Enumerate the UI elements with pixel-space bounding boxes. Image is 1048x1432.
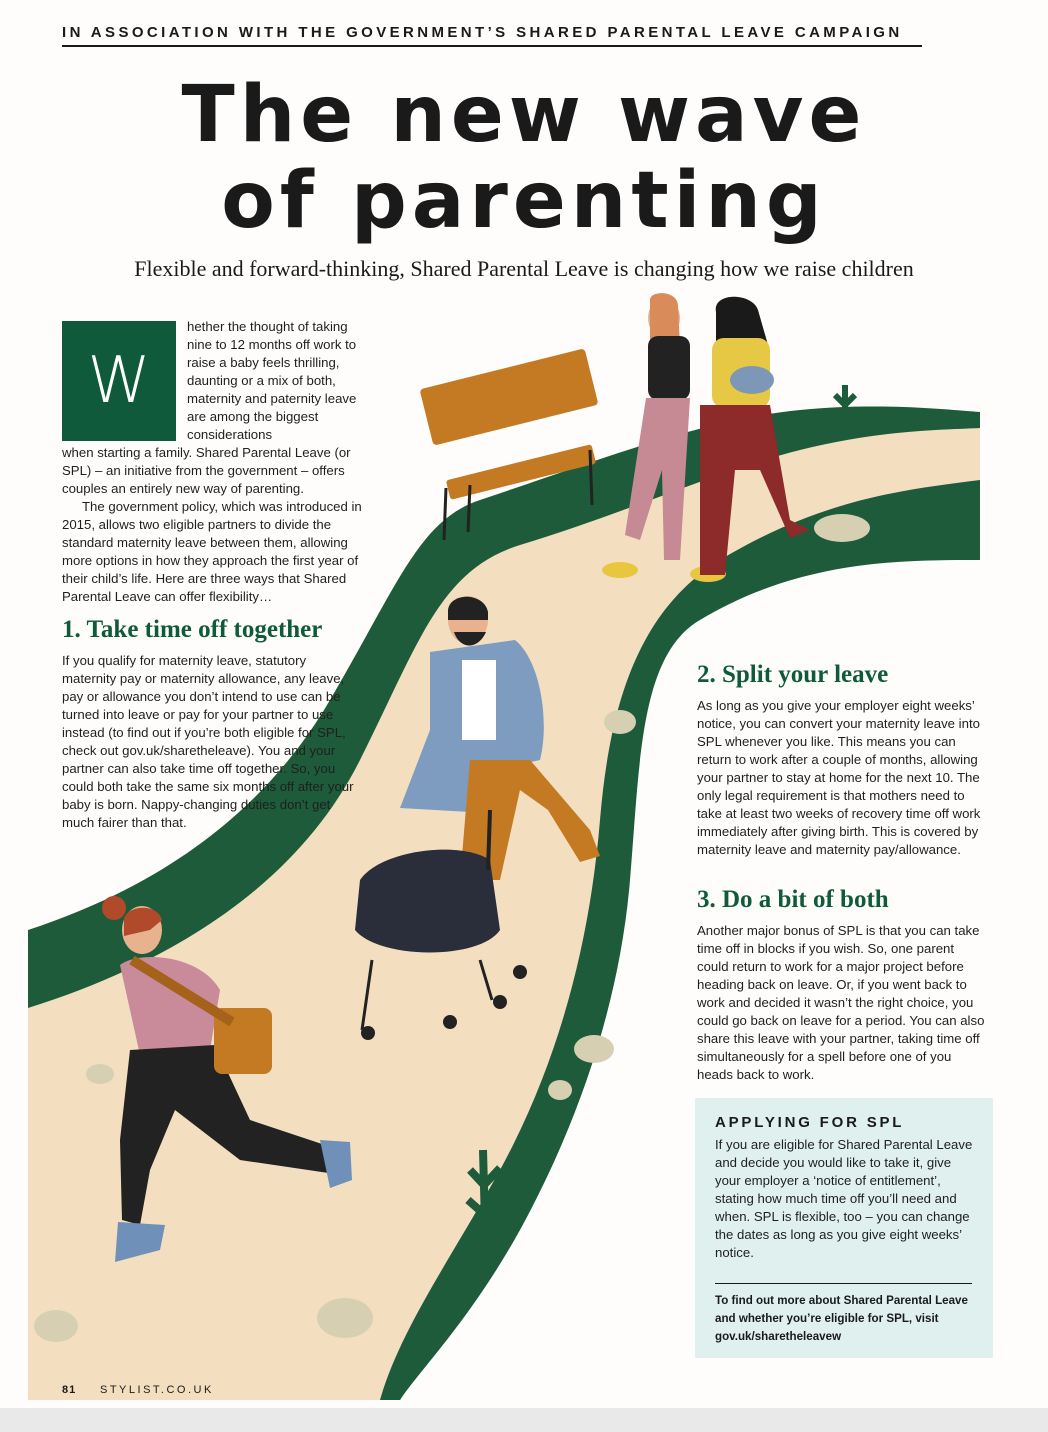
sidebar-body: If you are eligible for Shared Parental Leave and decide you would like to take it, give your employer a ‘notice of entitlement’, stating how much time off you’ll need and when. SPL is flexible, too – you can change the dates as long as you give eight weeks’ notice. [715,1137,973,1260]
sidebar-footer: To find out more about Shared Parental Leave and whether you’re eligible for SPL, visit gov.uk/sharetheleavew [715,1294,968,1343]
headline-line-1: The new wave [181,70,867,160]
section-1-body: If you qualify for maternity leave, statutory maternity pay or maternity allowance, any leave, pay or allowance you don’t intend to use can be turned into leave or pay for your partner to use instead (to find out if you’re both eligible for SPL, check out gov.uk/sharetheleave). You and your partner can also take time off together. So, you could both take the same six months off after your baby is born. Nappy-changing duties don’t get much fairer than that. [62,653,354,830]
standfirst: Flexible and forward-thinking, Shared Parental Leave is changing how we raise children [134,256,914,281]
sidebar-divider [715,1283,972,1284]
campaign-kicker: IN ASSOCIATION WITH THE GOVERNMENT’S SHARED PARENTAL LEAVE CAMPAIGN [62,24,903,41]
viewer-bottom-band [0,1408,1048,1432]
headline-line-2: of parenting [221,156,827,246]
intro-paragraph-2: The government policy, which was introduced in 2015, allows two eligible partners to divide the standard maternity leave between them, allowing more options in how they approach the first year of their child’s life. Here are three ways that Shared Parental Leave can offer flexibility… [62,499,362,604]
section-1-heading: 1. Take time off together [62,616,323,643]
page-number: 81 [62,1384,77,1396]
section-3-heading: 3. Do a bit of both [697,886,889,913]
site-url: STYLIST.CO.UK [100,1384,214,1396]
kicker-divider [62,45,922,47]
section-3-body: Another major bonus of SPL is that you can take time off in blocks if you wish. So, one parent could return to work for a major project before heading back on leave. Or, if you went back to work and decided it wasn’t the right choice, you could go back on leave for a period. You can also share this leave with your partner, taking time off simultaneously for a spell before one of you heads back to work. [697,923,985,1082]
section-2-heading: 2. Split your leave [697,661,889,688]
drop-cap: W [62,321,176,441]
sidebar-title: APPLYING FOR SPL [715,1114,905,1131]
intro-text-continued: when starting a family. Shared Parental Leave (or SPL) – an initiative from the government – offers couples an entirely new way of parenting. [62,445,351,496]
intro-text-beside-cap: hether the thought of taking nine to 12 months off work to raise a baby feels thrilling, daunting or a mix of both, maternity and paternity leave are among the biggest considerations [187,319,357,442]
section-2-body: As long as you give your employer eight weeks’ notice, you can convert your maternity leave into SPL whenever you like. This means you can return to work after a couple of months, allowing your partner to stay at home for the next 10. The only legal requirement is that mothers need to take at least two weeks of recovery time off work immediately after giving birth. This is covered by maternity leave and maternity pay/allowance. [697,698,981,857]
sidebar-box-applying-for-spl [695,1098,993,1358]
